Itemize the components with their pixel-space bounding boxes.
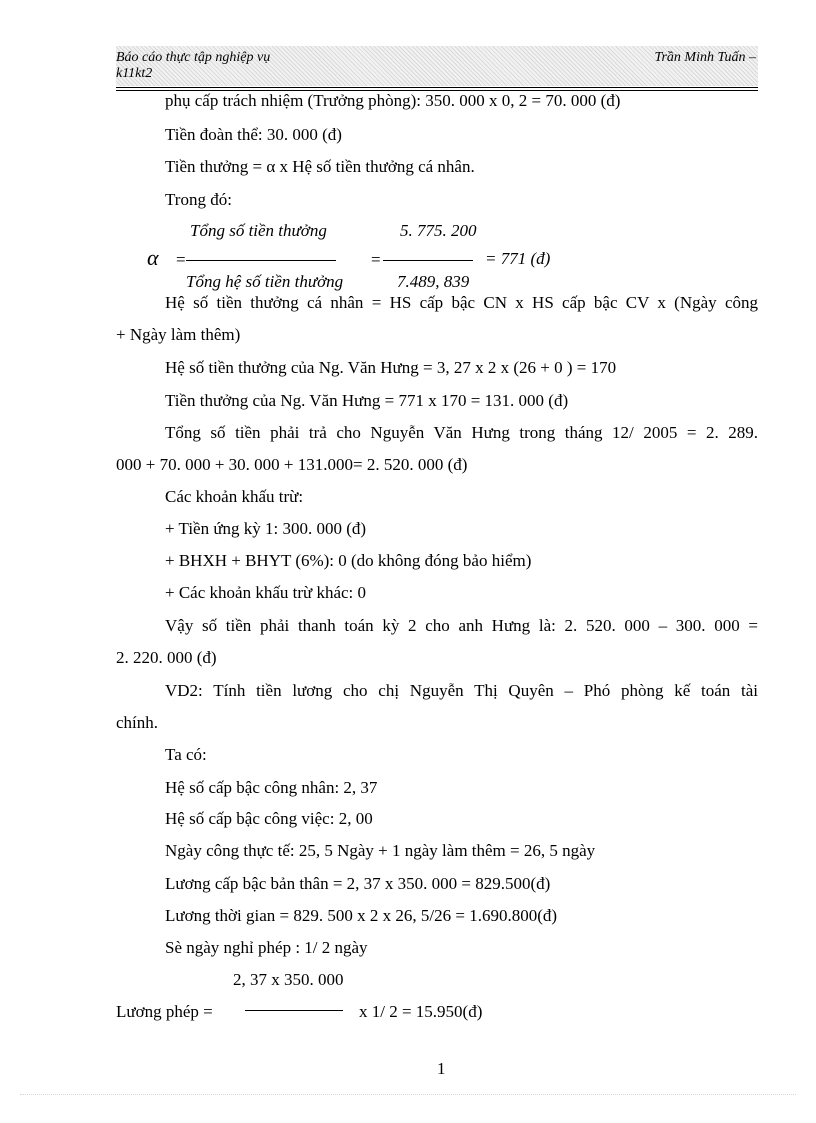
formula-tail: x 1/ 2 = 15.950(đ) (359, 1002, 483, 1021)
text-line: Tổng số tiền phải trả cho Nguyễn Văn Hưng trong tháng 12/ 2005 = 2. 289. (165, 423, 758, 442)
text-line: Hệ số tiền thưởng cá nhân = HS cấp bậc CN x HS cấp bậc CV x (Ngày công (165, 293, 758, 312)
text-line: Hệ số cấp bậc công nhân: 2, 37 (165, 778, 378, 797)
text-line: Tiền thưởng của Ng. Văn Hưng = 771 x 170 = 131. 000 (đ) (165, 391, 569, 410)
formula-label: Lương phép = (116, 1002, 213, 1021)
formula-denominator-label: Tổng hệ số tiền thưởng (186, 272, 344, 291)
header-report-title: Báo cáo thực tập nghiệp vụ (116, 50, 271, 65)
formula-numerator: 2, 37 x 350. 000 (233, 970, 344, 989)
formula-result: = 771 (đ) (485, 249, 551, 268)
text-line: 000 + 70. 000 + 30. 000 + 131.000= 2. 520. 000 (đ) (116, 455, 468, 474)
text-line: Tiền thưởng = α x Hệ số tiền thưởng cá nhân. (165, 157, 475, 176)
text-line: Tiền đoàn thể: 30. 000 (đ) (165, 125, 342, 144)
header-author: Trần Minh Tuấn – (654, 50, 756, 65)
text-line: Ngày công thực tế: 25, 5 Ngày + 1 ngày làm thêm = 26, 5 ngày (165, 841, 596, 860)
text-line: VD2: Tính tiền lương cho chị Nguyễn Thị Quyên – Phó phòng kế toán tài (165, 681, 758, 700)
page-header (116, 46, 758, 86)
text-line: 2. 220. 000 (đ) (116, 648, 217, 667)
text-line: Hệ số tiền thưởng của Ng. Văn Hưng = 3, 27 x 2 x (26 + 0 ) = 170 (165, 358, 617, 377)
formula-numerator-value: 5. 775. 200 (400, 221, 477, 240)
text-line: Lương cấp bậc bản thân = 2, 37 x 350. 000 = 829.500(đ) (165, 874, 551, 893)
fraction-bar (186, 260, 336, 261)
header-rule (116, 87, 758, 88)
text-line: Trong đó: (165, 190, 232, 209)
text-line: + Tiền ứng kỳ 1: 300. 000 (đ) (165, 519, 367, 538)
text-line: + Ngày làm thêm) (116, 325, 241, 344)
page-number: 1 (437, 1059, 446, 1078)
header-class-code: k11kt2 (116, 66, 153, 81)
fraction-bar (245, 1010, 343, 1011)
text-line: + BHXH + BHYT (6%): 0 (do không đóng bảo hiểm) (165, 551, 532, 570)
page-bottom-divider (20, 1094, 796, 1095)
text-line: Sè ngày nghỉ phép : 1/ 2 ngày (165, 938, 368, 957)
text-line: Vậy số tiền phải thanh toán kỳ 2 cho anh Hưng là: 2. 520. 000 – 300. 000 = (165, 616, 758, 635)
formula-equals: = (371, 250, 381, 269)
text-line: phụ cấp trách nhiệm (Trưởng phòng): 350. 000 x 0, 2 = 70. 000 (đ) (165, 91, 621, 110)
header-left (116, 50, 270, 82)
formula-denominator-value: 7.489, 839 (397, 272, 470, 291)
text-line: Hệ số cấp bậc công việc: 2, 00 (165, 809, 373, 828)
alpha-symbol: α (147, 245, 159, 270)
formula-equals: = (176, 250, 186, 269)
text-line: Ta có: (165, 745, 207, 764)
text-line: chính. (116, 713, 159, 732)
text-line: + Các khoản khấu trừ khác: 0 (165, 583, 367, 602)
text-line: Các khoản khấu trừ: (165, 487, 304, 506)
text-line: Lương thời gian = 829. 500 x 2 x 26, 5/26 = 1.690.800(đ) (165, 906, 558, 925)
fraction-bar (383, 260, 473, 261)
formula-numerator-label: Tổng số tiền thưởng (190, 221, 327, 240)
